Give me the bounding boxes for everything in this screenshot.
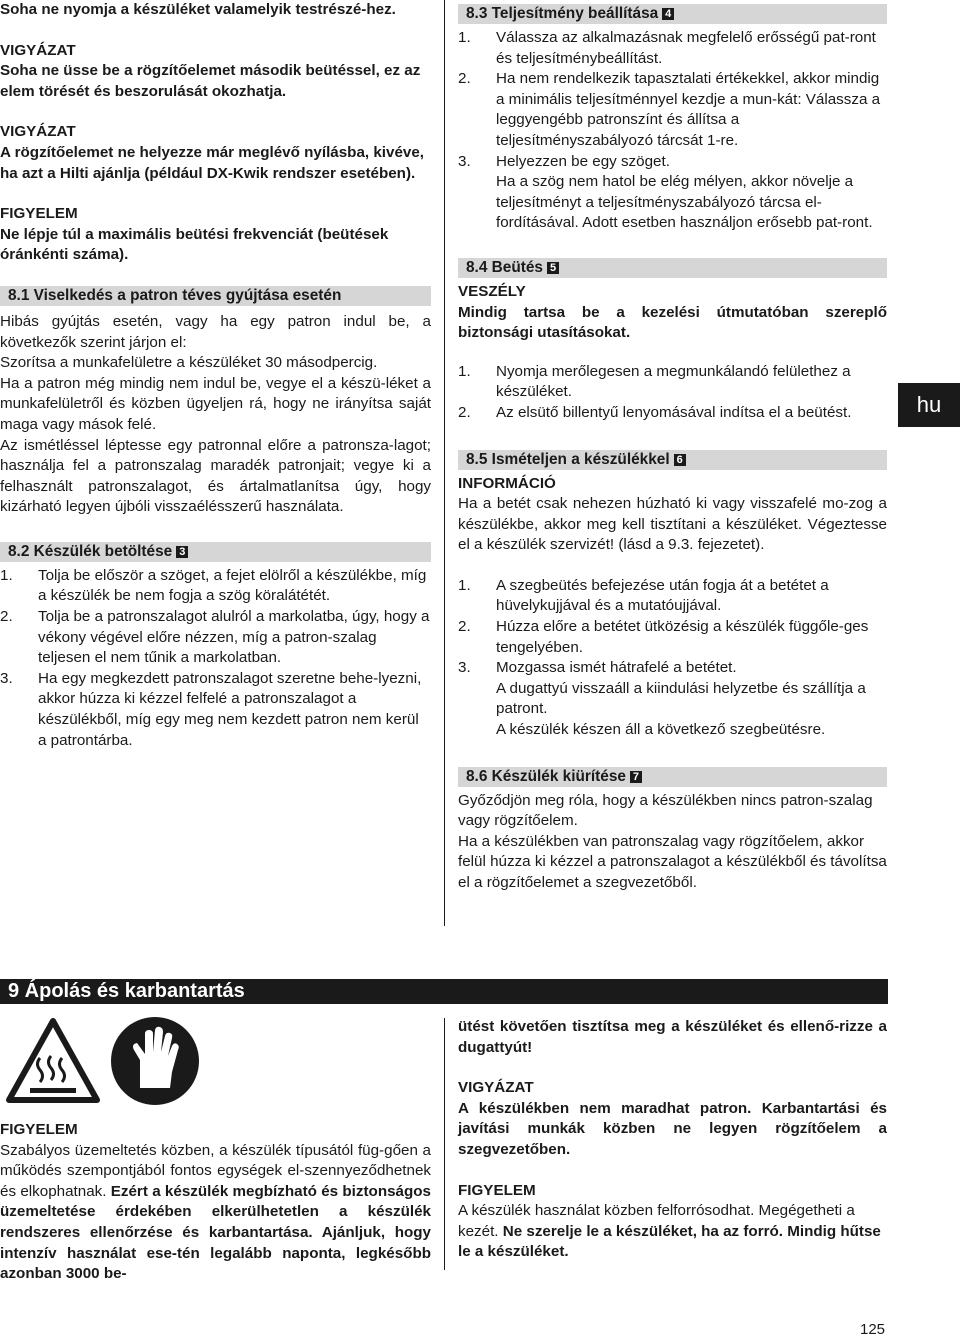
warning-title-2: VIGYÁZAT bbox=[0, 123, 76, 141]
info-title: INFORMÁCIÓ bbox=[458, 474, 556, 492]
notice-title-3: FIGYELEM bbox=[458, 1181, 536, 1199]
list-item: 3. Ha egy megkezdett patronszalagot szeretne behe-lyezni, akkor húzza ki kézzel felfelé a patronszalagot a készülékből, míg egy meg nem kezdett patron nem kerül a patrontárba. bbox=[0, 669, 422, 749]
section-heading-8-4: 8.4 Beütés 5 bbox=[458, 258, 887, 278]
chapter9-right bbox=[458, 1017, 887, 1263]
section-heading-8-5: 8.5 Ismételjen a készülékkel 6 bbox=[458, 450, 887, 470]
s86-paragraph-1: Győződjön meg róla, hogy a készülékben nincs patron-szalag vagy rögzítőelem. bbox=[458, 791, 873, 830]
notice-title-1: FIGYELEM bbox=[0, 205, 78, 223]
warning-text-1: Soha ne üsse be a rögzítőelemet második beütéssel, ez az elem törését és beszorulását okozhatja. bbox=[0, 62, 421, 100]
language-tab: hu bbox=[898, 383, 960, 427]
chapter-heading: 9 Ápolás és karbantartás bbox=[0, 979, 888, 1003]
warning-intro: Soha ne nyomja a készüléket valamelyik testrészé-hez. bbox=[0, 1, 396, 18]
section-heading-8-2 bbox=[0, 542, 431, 562]
column-divider bbox=[444, 1018, 445, 1270]
warning-title-1: VIGYÁZAT bbox=[0, 41, 76, 59]
s83-list bbox=[458, 28, 887, 172]
list-item: 2. Tolja be a patronszalagot alulról a markolatba, úgy, hogy a vékony végével előre nézzen, míg a patron-szalag teljesen el nem tűnik a markolatban. bbox=[0, 608, 430, 667]
list-item: 2. Húzza előre a betétet ütközésig a készülék függőle-ges tengelyében. bbox=[458, 618, 869, 656]
figure-ref-badge: 7 bbox=[630, 771, 642, 783]
maintenance-notice: Szabályos üzemeltetés közben, a készülék típusától füg-gően a működés szempontjából fontos egységek el-szennyeződhetnek és elkophatnak. Ezért a készülék megbízható és biztonságos üzemeltetése érdekében elkerülhetetlen a készülék rendszeres ellenőrzése és karbantartása. Ajánljuk, hogy intenzív használat ese-tén legalább naponta, legkésőbb azonban 3000 be- bbox=[0, 1141, 432, 1283]
list-item: 1. A szegbeütés befejezése után fogja át a betétet a hüvelykujjával és a mutatóujjával. bbox=[458, 576, 829, 615]
pictograms bbox=[6, 1018, 206, 1108]
list-item: 1. Nyomja merőlegesen a megmunkálandó felülethez a készüléket. bbox=[458, 362, 851, 401]
figure-ref-badge: 5 bbox=[547, 262, 559, 274]
list-item: 3. Helyezzen be egy szöget. bbox=[458, 152, 670, 170]
section-heading-8-1: 8.1 Viselkedés a patron téves gyújtása esetén bbox=[0, 286, 431, 306]
left-column bbox=[0, 0, 431, 751]
figure-ref-badge: 3 bbox=[176, 546, 188, 558]
s86-paragraph-2: Ha a készülékben van patronszalag vagy rögzítőelem, akkor felül húzza ki kézzel a patronszalagot a készülékből és távolítsa el a rögzítőelemet a szegvezetőből. bbox=[458, 832, 887, 891]
s83-continuation: Ha a szög nem hatol be elég mélyen, akkor növelje a teljesítményt a teljesítményszabályozó tárcsa el-fordításával. Adott esetben használjon erősebb pat-ront. bbox=[496, 173, 873, 232]
figure-ref-badge: 4 bbox=[662, 8, 674, 20]
list-item: 2. Ha nem rendelkezik tapasztalati értékekkel, akkor mindig a minimális teljesítménnyel kezdje a mun-kát: Válassza a leggyengébb patronszínt és állítsa a teljesítményszabályozó tárcsát 1-re. bbox=[458, 70, 881, 149]
column-divider bbox=[444, 0, 445, 926]
notice-text-1: Ne lépje túl a maximális beütési frekvenciát (beütések óránkénti száma). bbox=[0, 225, 389, 264]
page-number: 125 bbox=[860, 1321, 886, 1338]
s81-paragraph-3: Ha a patron még mindig nem indul be, vegye el a készü-léket a munkafelületről és közben ügyeljen rá, hogy ne irányítsa saját maga vagy mások felé. bbox=[0, 374, 431, 433]
danger-text: Mindig tartsa be a kezelési útmutatóban szereplő biztonsági utasításokat. bbox=[458, 303, 887, 342]
s85-list bbox=[458, 576, 887, 679]
list-item: 2. Az elsütő billentyű lenyomásával indítsa el a beütést. bbox=[458, 403, 852, 421]
warning-text-3: A készülékben nem maradhat patron. Karbantartási és javítási munkák közben ne legyen rögzítőelem a szegvezetőben. bbox=[458, 1099, 887, 1158]
s85-continuation-2: A készülék készen áll a következő szegbeütésre. bbox=[496, 721, 826, 739]
list-item: 1. Válassza az alkalmazásnak megfelelő erősségű pat-ront és teljesítménybeállítást. bbox=[458, 29, 876, 67]
figure-ref-badge: 6 bbox=[674, 454, 686, 466]
s81-paragraph-2: Szorítsa a munkafelületre a készüléket 30 másodpercig. bbox=[0, 354, 378, 372]
warning-title-3: VIGYÁZAT bbox=[458, 1079, 534, 1097]
list-item: 3. Mozgassa ismét hátrafelé a betétet. bbox=[458, 659, 737, 677]
s81-paragraph-1: Hibás gyújtás esetén, vagy ha egy patron indul be, a következők szerint járjon el: bbox=[0, 312, 431, 351]
s85-continuation-1: A dugattyú visszaáll a kiindulási helyzetbe és szállítja a patront. bbox=[496, 679, 866, 718]
s82-list bbox=[0, 566, 431, 751]
info-text: Ha a betét csak nehezen húzható ki vagy visszafelé mo-zog a készülékbe, akkor meg kell tisztítani a készüléket. Végeztesse el a készülék szervizét! (lásd a 9.3. fejezetet). bbox=[458, 495, 887, 554]
hot-surface-warning-icon bbox=[6, 1018, 100, 1104]
warning-text-2: A rögzítőelemet ne helyezze már meglévő nyílásba, kivéve, ha azt a Hilti ajánlja (például DX-Kwik rendszer esetében). bbox=[0, 143, 425, 182]
notice-title-2: FIGYELEM bbox=[0, 1121, 78, 1138]
s82-title: 8.2 Készülék betöltése bbox=[8, 542, 173, 560]
hot-device-notice: A készülék használat közben felforrósodhat. Megégetheti a kezét. Ne szerelje le a készüléket, ha az forró. Mindig hűtse le a készüléket. bbox=[458, 1202, 881, 1261]
chapter-rule bbox=[0, 1003, 888, 1004]
section-heading-8-3: 8.3 Teljesítmény beállítása 4 bbox=[458, 4, 887, 24]
section-heading-8-6: 8.6 Készülék kiürítése 7 bbox=[458, 767, 887, 787]
danger-title: VESZÉLY bbox=[458, 282, 526, 300]
maintenance-continuation: ütést követően tisztítsa meg a készüléket és ellenő-rizze a dugattyút! bbox=[458, 1018, 887, 1056]
right-column bbox=[458, 4, 887, 894]
protective-gloves-icon bbox=[110, 1016, 200, 1106]
chapter9-left bbox=[0, 1120, 431, 1285]
s84-list bbox=[458, 362, 887, 424]
s81-paragraph-4: Az ismétléssel léptesse egy patronnal előre a patronsza-lagot; használja fel a patronszalag maradék patronjait; vegye ki a felhasznált patronszalagot, és ártalmatlanítsa úgy, hogy kizárható legyen újbóli visszaélésszerű használata. bbox=[0, 436, 431, 516]
list-item: 1. Tolja be először a szöget, a fejet elölről a készülékbe, míg a készülék be nem fogja a szög köralátétét. bbox=[0, 566, 427, 605]
